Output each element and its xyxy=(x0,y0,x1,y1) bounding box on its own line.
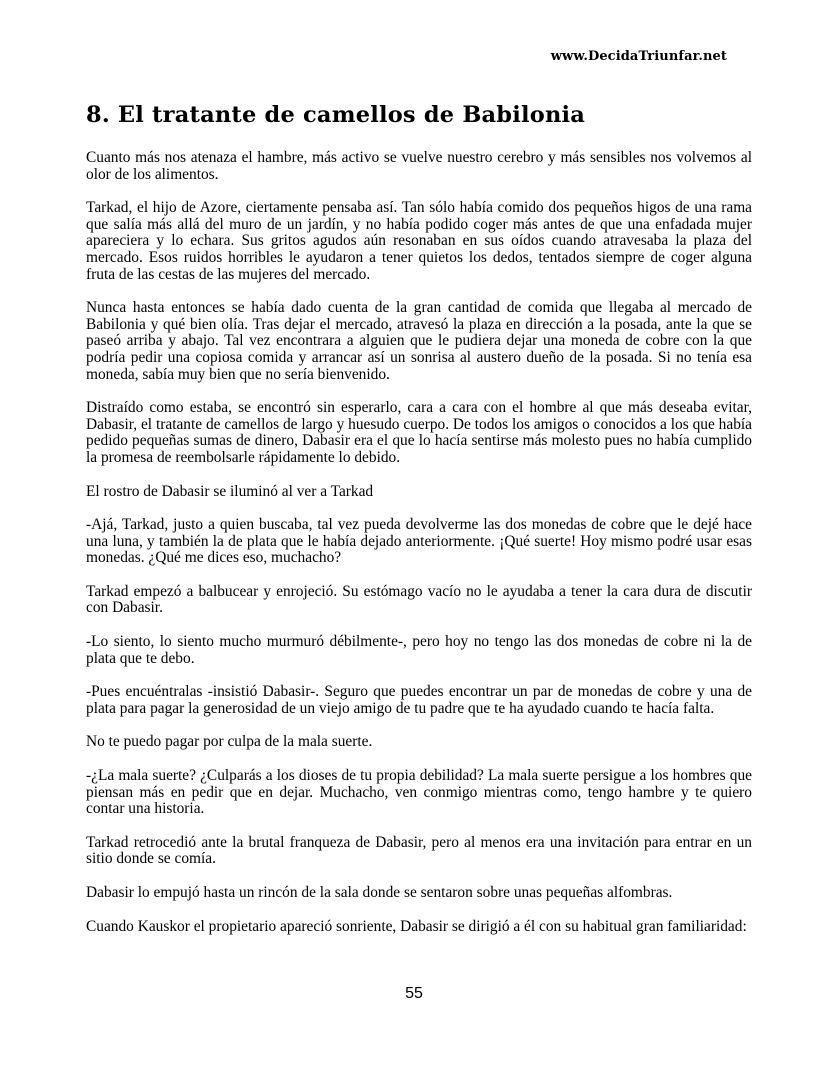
paragraph-13: Dabasir lo empujó hasta un rincón de la sala donde se sentaron sobre unas pequeñas alfombras. xyxy=(86,884,673,901)
paragraph-10: No te puedo pagar por culpa de la mala suerte. xyxy=(86,733,373,751)
page-content xyxy=(86,100,752,952)
paragraph-14: Cuando Kauskor el propietario apareció sonriente, Dabasir se dirigió a él con su habitual gran familiaridad: xyxy=(86,917,747,935)
paragraph-7: Tarkad empezó a balbucear y enrojeció. Su estómago vacío no le ayudaba a tener la cara dura de discutir con Dabasir. xyxy=(86,582,752,617)
paragraph-1: Cuanto más nos atenaza el hambre, más activo se vuelve nuestro cerebro y más sensibles nos volvemos al olor de los alimentos. xyxy=(86,149,752,183)
page-number: 55 xyxy=(405,985,423,1002)
paragraph-11: -¿La mala suerte? ¿Culparás a los dioses de tu propia debilidad? La mala suerte persigue a los hombres que piensan más en pedir que en dejar. Muchacho, ven conmigo mientras como, tengo hambre y te quiero contar una historia. xyxy=(86,767,752,818)
paragraph-5: El rostro de Dabasir se iluminó al ver a Tarkad xyxy=(86,482,374,500)
paragraph-9: -Pues encuéntralas -insistió Dabasir-. Seguro que puedes encontrar un par de monedas de cobre y una de plata para pagar la generosidad de un viejo amigo de tu padre que te ha ayudado cuando te hacía falta. xyxy=(86,683,752,717)
chapter-title: 8. El tratante de camellos de Babilonia xyxy=(86,102,586,128)
paragraph-3: Nunca hasta entonces se había dado cuenta de la gran cantidad de comida que llegaba al mercado de Babilonia y qué bien olía. Tras dejar el mercado, atravesó la plaza en dirección a la posada, ante la que se paseó arriba y abajo. Tal vez encontrara a alguien que le pudiera dejar una moneda de cobre con la que podría pedir una copiosa comida y arrancar así un sonrisa al austero dueño de la posada. Si no tenía esa moneda, sabía muy bien que no sería bienvenido. xyxy=(86,299,752,383)
paragraph-2: Tarkad, el hijo de Azore, ciertamente pensaba así. Tan sólo había comido dos pequeños higos de una rama que salía más allá del muro de un jardín, y no había podido coger más antes de que una enfadada mujer apareciera y lo echara. Sus gritos agudos aún resonaban en sus oídos cuando atravesaba la plaza del mercado. Esos ruidos horribles le ayudaron a tener quietos los dedos, tentados siempre de coger alguna fruta de las cestas de las mujeres del mercado. xyxy=(86,199,752,283)
paragraph-8: -Lo siento, lo siento mucho murmuró débilmente-, pero hoy no tengo las dos monedas de cobre ni la de plata que te debo. xyxy=(86,633,752,667)
paragraph-6: -Ajá, Tarkad, justo a quien buscaba, tal vez pueda devolverme las dos monedas de cobre que le dejé hace una luna, y también la de plata que le había dejado anteriormente. ¡Qué suerte! Hoy mismo podré usar esas monedas. ¿Qué me dices eso, muchacho? xyxy=(86,516,752,567)
paragraph-12: Tarkad retrocedió ante la brutal franqueza de Dabasir, pero al menos era una invitación para entrar en un sitio donde se comía. xyxy=(86,833,752,868)
paragraph-4: Distraído como estaba, se encontró sin esperarlo, cara a cara con el hombre al que más deseaba evitar, Dabasir, el tratante de camellos de largo y huesudo cuerpo. De todos los amigos o conocidos a los que había pedido pequeñas sumas de dinero, Dabasir era el que lo hacía sentirse más molesto pues no había cumplido la promesa de reembolsarle rápidamente lo debido. xyxy=(86,399,752,466)
site-url-header: www.DecidaTriunfar.net xyxy=(550,49,727,64)
